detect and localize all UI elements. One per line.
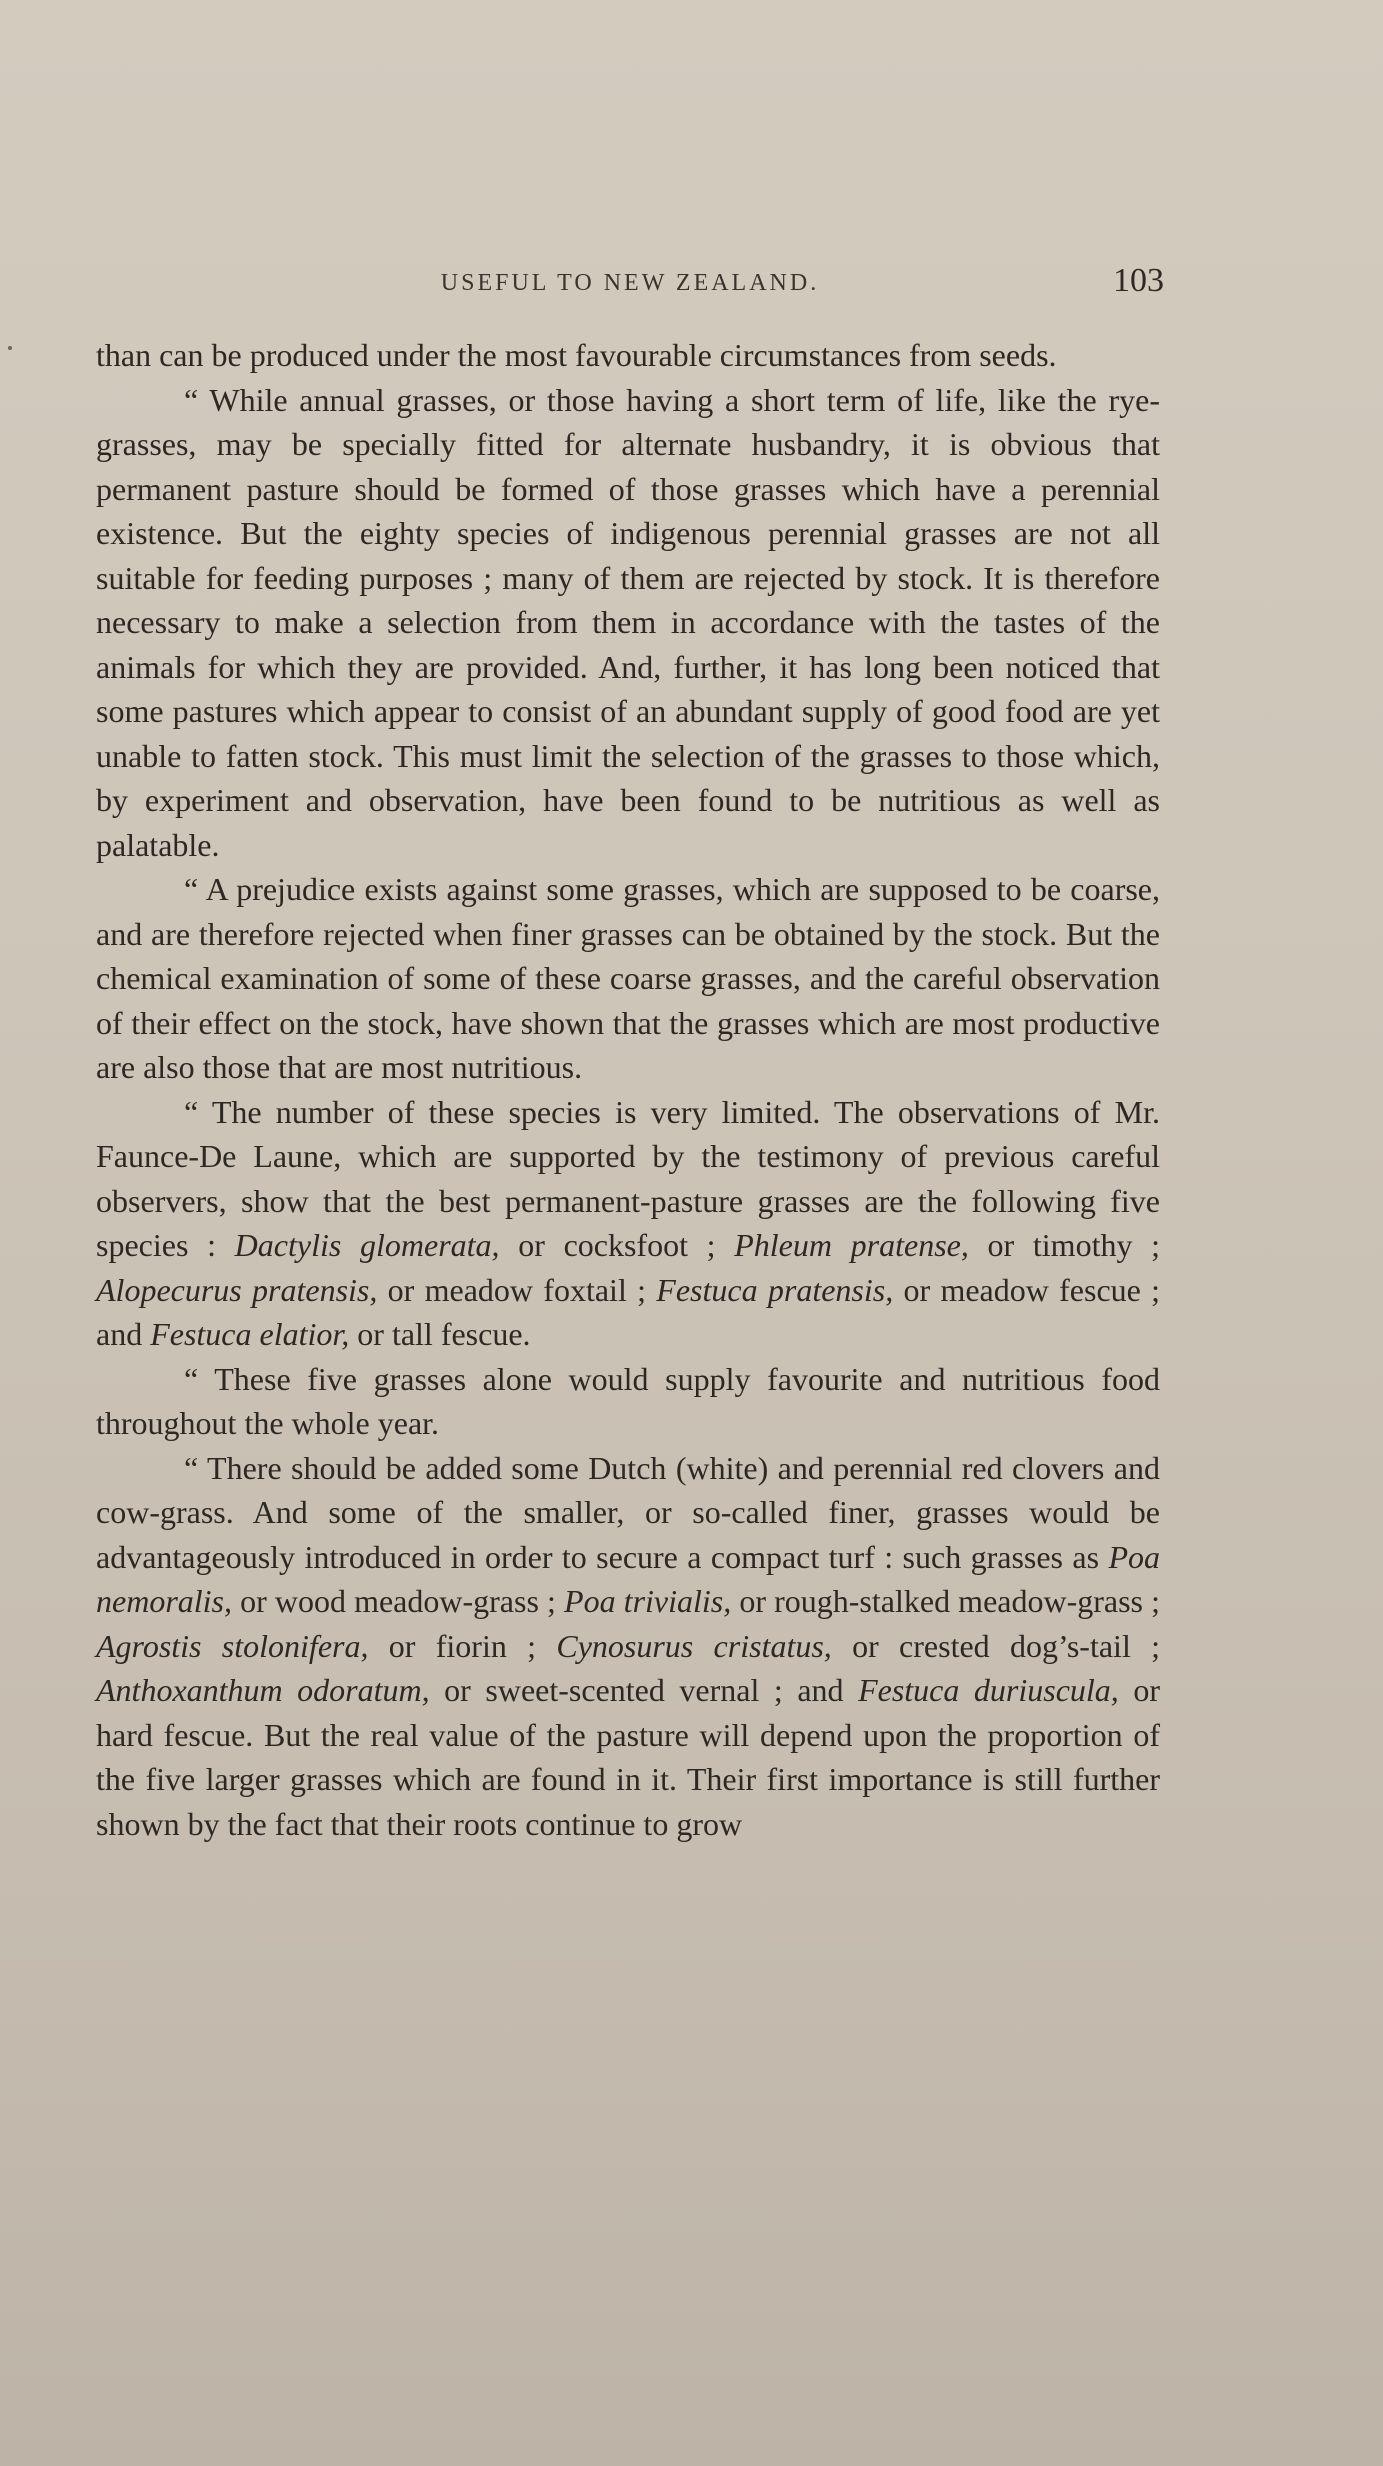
paragraph-4-text: or meadow fescue ; and	[96, 1271, 1161, 1352]
paragraph-2-text: “ While annual grasses, or those having a short term of life, like the rye-grasses, may be specially fitted for alternate husbandry, it is obvious that permanent pasture should be formed of those grasses which have a perennial existence. But the eighty species of indigenous perennial grasses are not all suitable for feeding purposes ; many of them are rejected by stock. It is therefore necessary to make a selection from them in accordance with the tastes of the animals for which they are provided. And, further, it has long been noticed that some pastures which appear to consist of an abundant supply of good food are yet unable to fatten stock. This must limit the selection of the grasses to those which, by experiment and observation, have been found to be nutritious as well as palatable.	[96, 381, 1160, 863]
running-head	[96, 262, 1164, 302]
page-number: 103	[1113, 262, 1164, 299]
paragraph-4-text: or meadow foxtail ;	[377, 1271, 657, 1308]
paragraph-6-text: or wood meadow-grass ;	[232, 1583, 565, 1619]
paragraph-3	[96, 867, 1160, 1090]
paragraph-6-text: or rough-stalked meadow-grass ;	[731, 1583, 1161, 1619]
paragraph-6-text: “ There should be added some Dutch (white) and perennial red clovers and cow-grass. And some of the smaller, or so-called finer, grasses would be advantageously introduced in order to secure a compact turf : such grasses as	[96, 1449, 1160, 1575]
body-text	[96, 333, 1160, 1846]
species-name: Festuca duriuscula,	[858, 1672, 1119, 1708]
paragraph-3-text: “ A prejudice exists against some grasses, which are supposed to be coarse, and are therefore rejected when finer grasses can be obtained by the stock. But the chemical examination of some of these coarse grasses, and the careful observation of their effect on the stock, have shown that the grasses which are most productive are also those that are most nutritious.	[96, 871, 1160, 1085]
paragraph-4-text: “ The number of these species is very limited. The observations of Mr. Faunce-De Laune, which are supported by the testimony of previous careful observers, show that the best permanent-pasture grasses are the following five species :	[96, 1093, 1160, 1263]
paragraph-6	[96, 1446, 1160, 1847]
paragraph-2	[96, 378, 1160, 868]
species-name: Poa trivialis,	[564, 1583, 732, 1619]
species-name: Phleum pratense,	[734, 1227, 969, 1263]
paragraph-1	[96, 333, 1160, 378]
paragraph-5	[96, 1357, 1160, 1446]
paragraph-6-text: or crested dog’s-tail ;	[831, 1627, 1161, 1664]
margin-speck	[8, 346, 12, 350]
species-name: Dactylis glomerata,	[234, 1227, 500, 1263]
species-name: Cynosurus cristatus,	[556, 1627, 832, 1664]
running-title: USEFUL TO NEW ZEALAND.	[440, 270, 820, 296]
paragraph-4	[96, 1090, 1160, 1357]
paragraph-6-text: or fiorin ;	[368, 1627, 557, 1664]
paragraph-4-text: or cocksfoot ;	[499, 1227, 735, 1263]
species-name: Anthoxanthum odoratum,	[96, 1672, 430, 1708]
species-name: Alopecurus pratensis,	[96, 1271, 378, 1308]
paragraph-4-text: or tall fescue.	[349, 1316, 531, 1352]
species-name: Festuca elatior,	[150, 1316, 350, 1352]
paragraph-4-text: or timothy ;	[968, 1227, 1161, 1263]
paragraph-1-text: than can be produced under the most favourable circumstances from seeds.	[96, 337, 1057, 373]
species-name: Festuca pratensis,	[656, 1271, 894, 1308]
paragraph-5-text: “ These five grasses alone would supply favourite and nutritious food throughout the whole year.	[96, 1360, 1160, 1441]
paragraph-6-text: or hard fescue. But the real value of the pasture will depend upon the proportion of the five larger grasses which are found in it. Their first importance is still further shown by the fact that their roots continue to grow	[96, 1672, 1161, 1842]
species-name: Poa nemoralis,	[96, 1538, 1160, 1619]
paragraph-6-text: or sweet-scented vernal ; and	[429, 1672, 859, 1708]
species-name: Agrostis stolonifera,	[96, 1627, 369, 1664]
